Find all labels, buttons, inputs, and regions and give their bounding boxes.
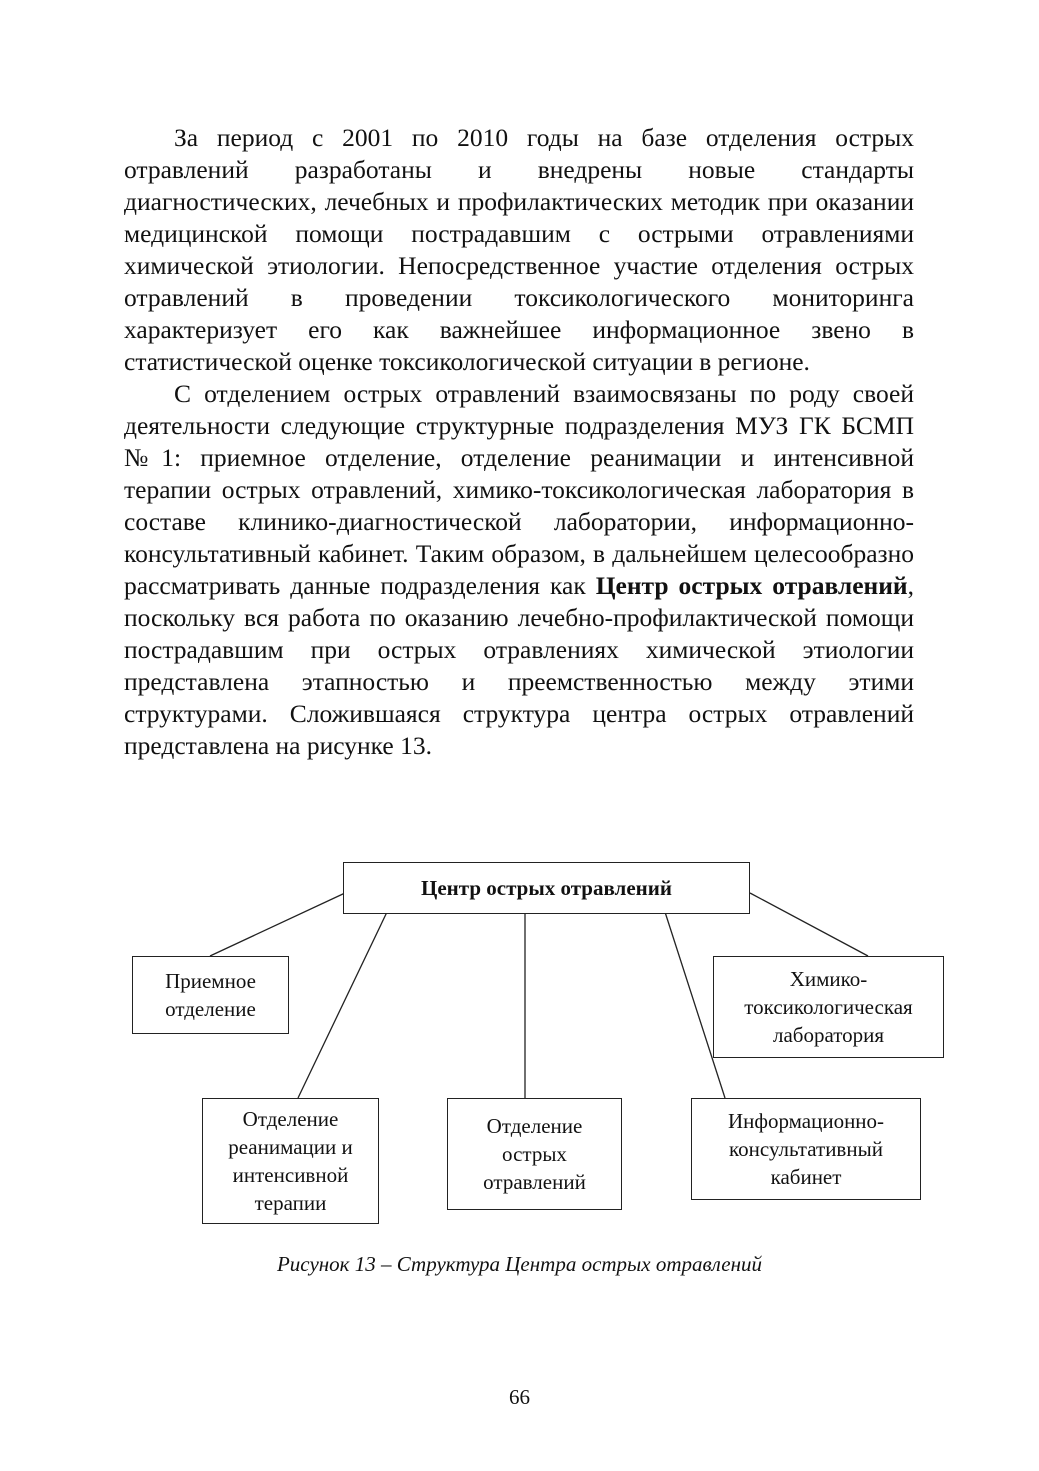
connector-chem-lab [750,893,868,956]
box-center-label: Центр острых отравлений [421,876,672,900]
paragraph-2-text-before: С отделением острых отравлений взаимосвязаны по роду своей деятельности следующие структурные подразделения МУЗ ГК БСМП №1: приемное отделение, отделение реанимации и интенсивной терапии острых отравлений, химико-токсикологическая лаборатория в составе клинико-диагностической лаборатории, информационно-консультативный кабинет. Таким образом, в дальнейшем целесообразно рассматривать данные подразделения как [124,379,914,600]
page-number: 66 [509,1385,530,1409]
box-chem-lab [713,956,944,1058]
box-info-cabinet [691,1098,921,1200]
box-info-cabinet-label: Информационно-консультативный кабинет [727,1109,885,1189]
box-center-acute-poisoning [343,862,750,914]
figure-caption: Рисунок 13 – Структура Центра острых отравлений [276,1252,763,1276]
box-icu-label: Отделение реанимации и интенсивной терапии [228,1107,353,1215]
box-icu [202,1098,379,1224]
connector-reception [210,893,345,956]
box-poison-dept [447,1098,622,1210]
paragraph-2-bold-term: Центр острых отравлений [595,571,908,600]
connector-icu [298,912,387,1098]
box-reception [132,956,289,1034]
box-poison-dept-label: Отделение острых отравлений [483,1114,586,1194]
paragraph-2-text-after: , поскольку вся работа по оказанию лечебно-профилактической помощи пострадавшим при острых отравлениях химической этиологии представлена этапностью и преемственностью между этими структурами. Сложившаяся структура центра острых отравлений представлена на рисунке 13. [124,571,914,760]
box-chem-lab-label: Химико-токсикологическая лаборатория [744,967,913,1047]
paragraph-1: За период с 2001 по 2010 годы на базе отделения острых отравлений разработаны и внедрены новые стандарты диагностических, лечебных и профилактических методик при оказании медицинской помощи пострадавшим с острыми отравлениями химической этиологии. Непосредственное участие отделения острых отравлений в проведении токсикологического мониторинга характеризует его как важнейшее информационное звено в статистической оценке токсикологической ситуации в регионе. [124,123,914,376]
box-reception-label: Приемное отделение [165,969,256,1021]
